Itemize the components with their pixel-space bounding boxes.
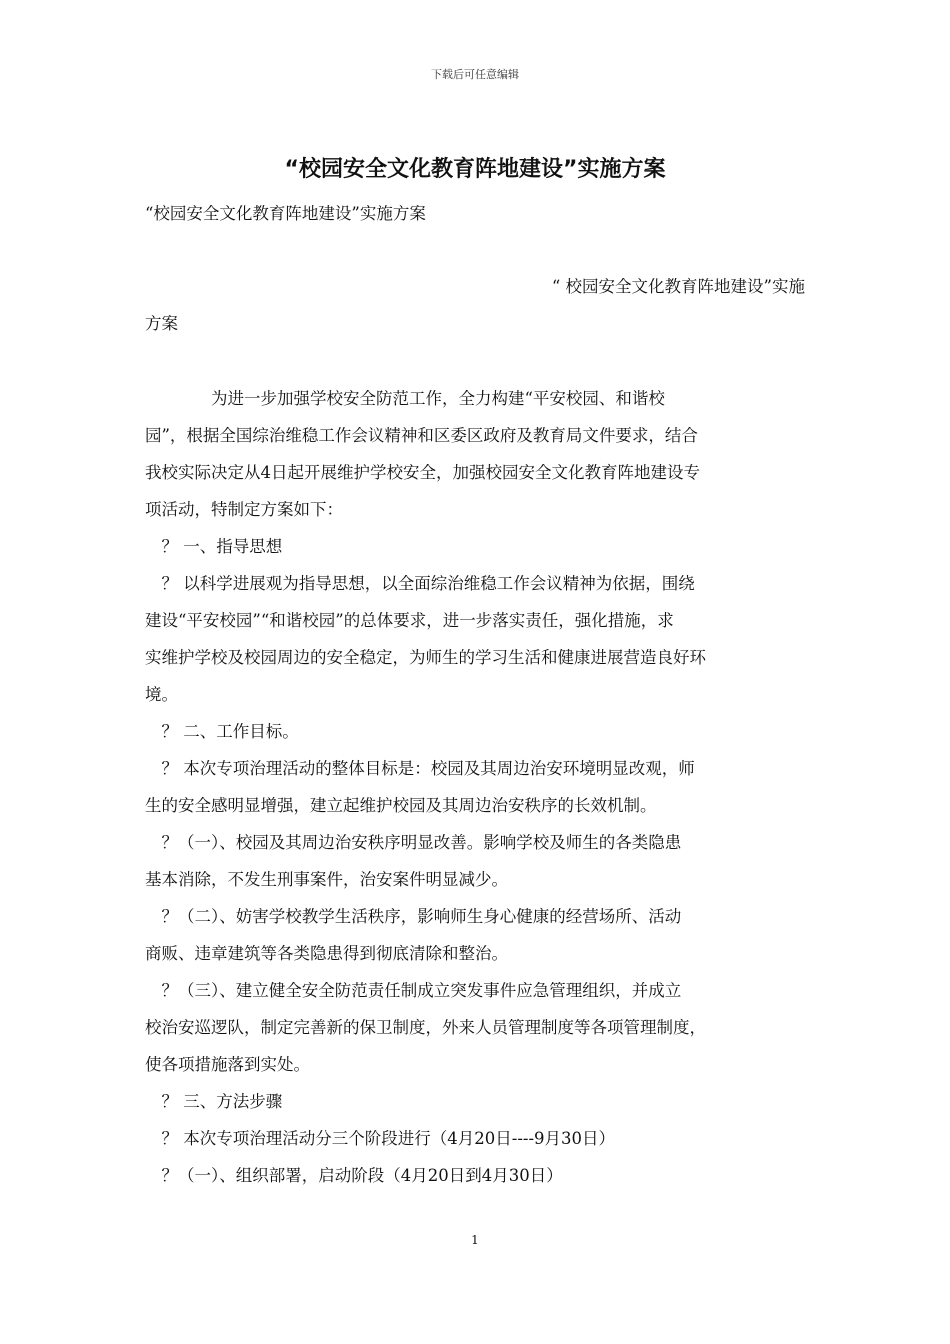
body-line: 校治安巡逻队，制定完善新的保卫制度，外来人员管理制度等各项管理制度， [145,1018,706,1037]
body-line: 生的安全感明显增强，建立起维护校园及其周边治安秩序的长效机制。 [145,796,657,815]
body-line: ？（一）、组织部署，启动阶段（4月20日到4月30日） [145,1166,563,1185]
body-line: ？（一）、校园及其周边治安秩序明显改善。影响学校及师生的各类隐患 [145,833,682,852]
body-line: 使各项措施落到实处。 [145,1055,310,1074]
subtitle: “校园安全文化教育阵地建设”实施方案 [145,204,426,223]
body-line: ？ 本次专项治理活动的整体目标是：校园及其周边治安环境明显改观，师 [145,759,695,778]
section-heading: ？ 三、方法步骤 [145,1092,283,1111]
body-line: ？ 本次专项治理活动分三个阶段进行（4月20日----9月30日） [145,1129,616,1148]
page-number: 1 [471,1233,479,1247]
document-title: “校园安全文化教育阵地建设”实施方案 [284,157,666,182]
section-heading: ？ 二、工作目标。 [145,722,299,741]
body-line: 建设“平安校园”“和谐校园”的总体要求，进一步落实责任，强化措施，求 [145,611,674,630]
right-title-line-1: “ 校园安全文化教育阵地建设”实施 [551,277,805,296]
body-line: ？ 以科学进展观为指导思想，以全面综治维稳工作会议精神为依据，围绕 [145,574,695,593]
right-title-block [145,268,805,342]
page-header-note: 下载后可任意编辑 [431,68,519,81]
subtitle-block [145,195,805,232]
body-line: 基本消除，不发生刑事案件，治安案件明显减少。 [145,870,508,889]
body-line: 境。 [145,685,178,704]
body-line: 园”，根据全国综治维稳工作会议精神和区委区政府及教育局文件要求，结合 [145,426,698,445]
body-line: 为进一步加强学校安全防范工作，全力构建“平安校园、和谐校 [145,389,665,408]
body-line: 实维护学校及校园周边的安全稳定，为师生的学习生活和健康进展营造良好环 [145,648,706,667]
right-title-line-2: 方案 [145,314,178,333]
body-line: 商贩、违章建筑等各类隐患得到彻底清除和整治。 [145,944,508,963]
body-line: 我校实际决定从4日起开展维护学校安全，加强校园安全文化教育阵地建设专 [145,463,700,482]
body-line: 项活动，特制定方案如下： [145,500,343,519]
body-line: ？（三）、建立健全安全防范责任制成立突发事件应急管理组织，并成立 [145,981,682,1000]
body-text [145,380,805,1194]
section-heading: ？ 一、指导思想 [145,537,283,556]
body-line: ？（二）、妨害学校教学生活秩序，影响师生身心健康的经营场所、活动 [145,907,682,926]
